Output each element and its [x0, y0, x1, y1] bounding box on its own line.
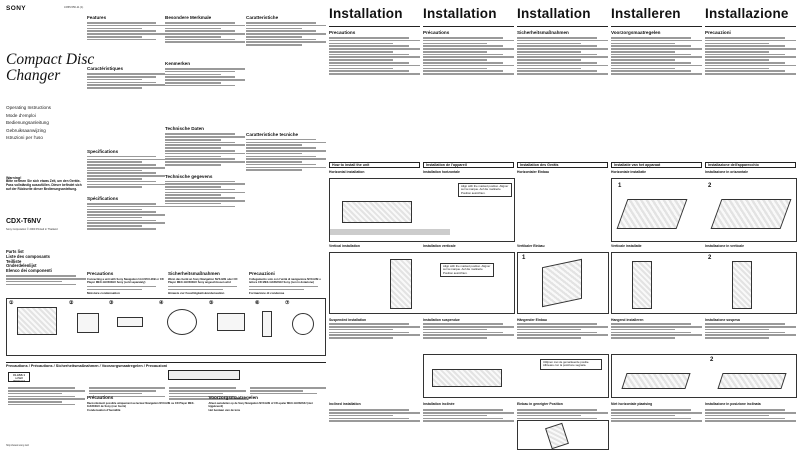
part-label-7: ⑦	[285, 300, 290, 306]
vert-it: Installazione in verticale	[705, 244, 745, 248]
kenmerken-specs-title: Technische gegevens	[165, 173, 213, 179]
how-to-nl: Installatie van het apparaat	[611, 162, 702, 168]
laser-caution-label	[168, 370, 240, 380]
parts-heading-it: Teilliste	[6, 258, 22, 264]
parts-heading-nl: Onderdelenlijst	[6, 263, 37, 269]
features-specs-title: Specifications	[87, 148, 119, 154]
parts-heading-de: Elenco dei componenti	[6, 268, 52, 274]
caratt-column	[246, 12, 326, 172]
horizontal-install-figure-a	[329, 178, 515, 242]
part-screws-figure	[117, 317, 143, 327]
part-disc-figure	[292, 313, 314, 335]
warning-title: Warning!	[6, 176, 22, 180]
how-to-fr: Installation de l'appareil	[423, 162, 514, 168]
floor-figure	[330, 229, 450, 235]
vert-nl: Verticale installatie	[611, 244, 642, 248]
sony-url: http://www.sony.net/	[6, 444, 30, 447]
prec-nl-sub: Alleen aansluiten op de Sony Navigation NVX-I2/B of CD-speler MEX-1HUD/2HU (niet bijgeleverd)	[208, 402, 313, 409]
part-label-4: ④	[159, 300, 164, 306]
prec-en-moist: Moisture condensation	[87, 291, 120, 296]
prec-fr-title: Précautions	[87, 395, 114, 400]
horiz-en: Horizontal installation	[329, 170, 365, 174]
prec-nl-cond: Het beslaan van de lens	[208, 408, 241, 413]
part-number: 3-865-556-11 (1)	[64, 6, 84, 9]
align-callout-1: Align with the marked position. Aligner sur la marque. Auf die markierte Position ausrichten.	[458, 183, 512, 197]
precautions-bar	[6, 362, 326, 368]
install-header-fr: Installation	[423, 6, 497, 21]
prec-nl-title: Voorzorgsmaatregelen	[208, 395, 258, 400]
prec-de-sub: Wenn das Gerät an Sony Navigation NVX-I2/B oder CD Player MEX-1HUD/2HU Sony angeschlossen wird	[168, 278, 238, 285]
besonder-title: Besondere Merkmale	[165, 15, 212, 20]
incl-en: Inclined installation	[329, 402, 361, 406]
besonder-specs-title: Technische Daten	[165, 126, 204, 132]
inst-prec-it: Precauzioni	[705, 30, 731, 35]
prec-it-title: Precauzioni	[249, 271, 275, 276]
cover-title-line1: Compact Disc	[6, 51, 95, 68]
laser-product: LASER PRODUCT	[13, 377, 25, 383]
horiz-it: Installazione in orizzontale	[705, 170, 748, 174]
features-column	[87, 12, 165, 231]
how-to-en: How to install the unit	[329, 162, 420, 168]
vertical-unit-figure-2	[632, 261, 652, 309]
caract-specs-title: Spécifications	[87, 195, 119, 201]
lang-de: Bedienungsanleitung	[6, 120, 49, 126]
step-2-label-c: 2	[710, 357, 714, 363]
copyright: Sony Corporation © 2000 Printed in Thailand	[6, 228, 58, 231]
laser-label	[8, 372, 30, 382]
suspended-install-figure-a	[423, 354, 609, 398]
caratt-specs-title: Caratteristiche tecniche	[246, 131, 299, 137]
vertical-unit-figure-3	[732, 261, 752, 309]
warning-box	[6, 176, 84, 192]
horiz-de: Horizontaler Einbau	[517, 170, 550, 174]
inclined-unit-figure	[545, 423, 569, 449]
sony-logo: SONY	[6, 5, 27, 12]
install-header-it: Installazione	[705, 6, 789, 21]
susp-nl: Hangend installeren	[611, 318, 644, 322]
prec-fr-sub: Raccordement possible uniquement au lecteur Navigation NVX-I2/B ou CD Player MEX-1HUD/2HU de Sony (non fourni)	[87, 402, 195, 409]
cover-title	[6, 52, 94, 84]
parts-heading-fr: Liste des composants	[6, 253, 50, 259]
precaution-mid-block	[87, 268, 327, 295]
incl-fr: Installation inclinée	[423, 402, 455, 406]
vert-fr: Installation verticale	[423, 244, 456, 248]
prec-it-sub: Collegamento solo con l'unità di navigazione NVX-I2/B o lettore CD MEX-1HUD/2HU Sony (non in dotazione)	[249, 278, 321, 285]
precaution-low-block	[87, 392, 327, 412]
inst-prec-nl: Voorzorgsmaatregelen	[611, 30, 661, 35]
part-label-1: ①	[9, 300, 14, 306]
lang-fr: Mode d'emploi	[6, 112, 36, 118]
vertical-install-figure-c	[611, 252, 797, 314]
mount-plate-figure-2	[711, 199, 792, 229]
part-label-2: ②	[69, 300, 74, 306]
warning-text: Bitte nehmen Sie sich etwas Zeit, um den Geräte-Pass vollständig auszufüllen. Dieser befindet sich auf der Rückseite dieser Bedienungsanleitung.	[6, 179, 82, 191]
align-callout-2: Align with the marked position. Aligner sur la marque. Auf die markierte Position ausrichten.	[440, 263, 494, 277]
part-cable-figure	[167, 309, 197, 335]
inst-prec-en: Precautions	[329, 30, 356, 35]
step-2-label-b: 2	[708, 255, 712, 261]
features-title: Features	[87, 15, 107, 20]
incl-nl: Niet horizontale plaatsing	[611, 402, 653, 406]
caratt-title: Caratteristiche	[246, 15, 279, 20]
how-to-it: Installazione dell'apparecchio	[705, 162, 796, 168]
install-header-nl: Installeren	[611, 6, 681, 21]
model-number: CDX-T6NV	[6, 218, 42, 225]
lang-nl: Gebruiksaanwijzing	[6, 127, 46, 133]
how-to-de: Installation des Geräts	[517, 162, 608, 168]
align-callout-3: Uitlijnen met de gemarkeerde positie. Allineare con la posizione segnata.	[540, 359, 602, 370]
susp-it: Installazione sospesa	[705, 318, 740, 322]
part-label-6: ⑥	[255, 300, 260, 306]
inst-prec-fr: Précautions	[423, 30, 450, 35]
parts-list	[6, 250, 86, 286]
install-header-en: Installation	[329, 6, 403, 21]
install-columns	[329, 6, 799, 452]
ceiling-unit-figure-2	[717, 373, 786, 389]
vertical-install-figure-a	[329, 252, 515, 314]
part-bolt-figure	[262, 311, 272, 337]
lang-it: Istruzioni per l'uso	[6, 135, 43, 141]
horizontal-install-figure-b	[611, 178, 797, 242]
incl-it: Installazione in posizione inclinata	[705, 402, 761, 406]
cover-title-line2: Changer	[6, 67, 61, 84]
vertical-install-figure-b	[517, 252, 609, 314]
besonder-column	[165, 12, 245, 208]
prec-de-title: Sicherheitsmaßnahmen	[168, 271, 220, 276]
suspended-install-figure-b	[611, 354, 797, 398]
laser-class: CLASS 1	[13, 373, 25, 377]
kenmerken-title: Kenmerken	[165, 61, 191, 67]
part-mount-figure	[217, 313, 245, 331]
ceiling-unit-figure-1	[621, 373, 690, 389]
language-list	[6, 104, 51, 142]
parts-heading-en: Parts list	[6, 249, 24, 254]
susp-fr: Installation suspendue	[423, 318, 460, 322]
prec-en-sub: Connecting a unit with Sony Navigation Unit NVX-I2/B or CD Player MEX-1HUD/2HU Sony (sold separately)	[87, 278, 164, 285]
suspended-unit-figure	[432, 369, 502, 387]
prec-en-title: Precautions	[87, 271, 114, 276]
step-1-label: 1	[618, 183, 622, 189]
part-label-3: ③	[109, 300, 114, 306]
vertical-unit-figure	[390, 259, 412, 309]
prec-fr-cond: Condensation d'humidité	[87, 408, 121, 413]
part-label-5: ⑤	[209, 300, 214, 306]
part-changer-figure	[17, 307, 57, 335]
prec-de-cond: Hinweis zur Feuchtigkeitskondensation	[168, 291, 225, 296]
vert-de: Vertikaler Einbau	[517, 244, 545, 248]
inclined-install-figure	[517, 420, 609, 450]
prec-it-cond: Formazione di condensa	[249, 291, 285, 296]
parts-figures	[6, 298, 326, 356]
precautions-bar-title: Precautions / Précautions / Sicherheitsmaßnahmen / Voorzorgsmaatregelen / Precauzioni	[6, 364, 168, 368]
vertical-plate-figure	[542, 259, 582, 308]
horiz-nl: Horizontale installatie	[611, 170, 647, 174]
step-2-label: 2	[708, 183, 712, 189]
susp-de: Hängender Einbau	[517, 318, 547, 322]
mount-plate-figure-1	[617, 199, 688, 229]
install-header-de: Installation	[517, 6, 591, 21]
part-bracket-figure	[77, 313, 99, 333]
incl-de: Einbau in geneigter Position	[517, 402, 563, 406]
susp-en: Suspended installation	[329, 318, 367, 322]
changer-unit-figure	[342, 201, 412, 223]
lang-en: Operating Instructions	[6, 105, 51, 110]
step-1-label-b: 1	[522, 255, 526, 261]
inst-prec-de: Sicherheitsmaßnahmen	[517, 30, 569, 35]
horiz-fr: Installation horizontale	[423, 170, 460, 174]
caract-title: Caractéristiques	[87, 66, 124, 72]
vert-en: Vertical installation	[329, 244, 360, 248]
